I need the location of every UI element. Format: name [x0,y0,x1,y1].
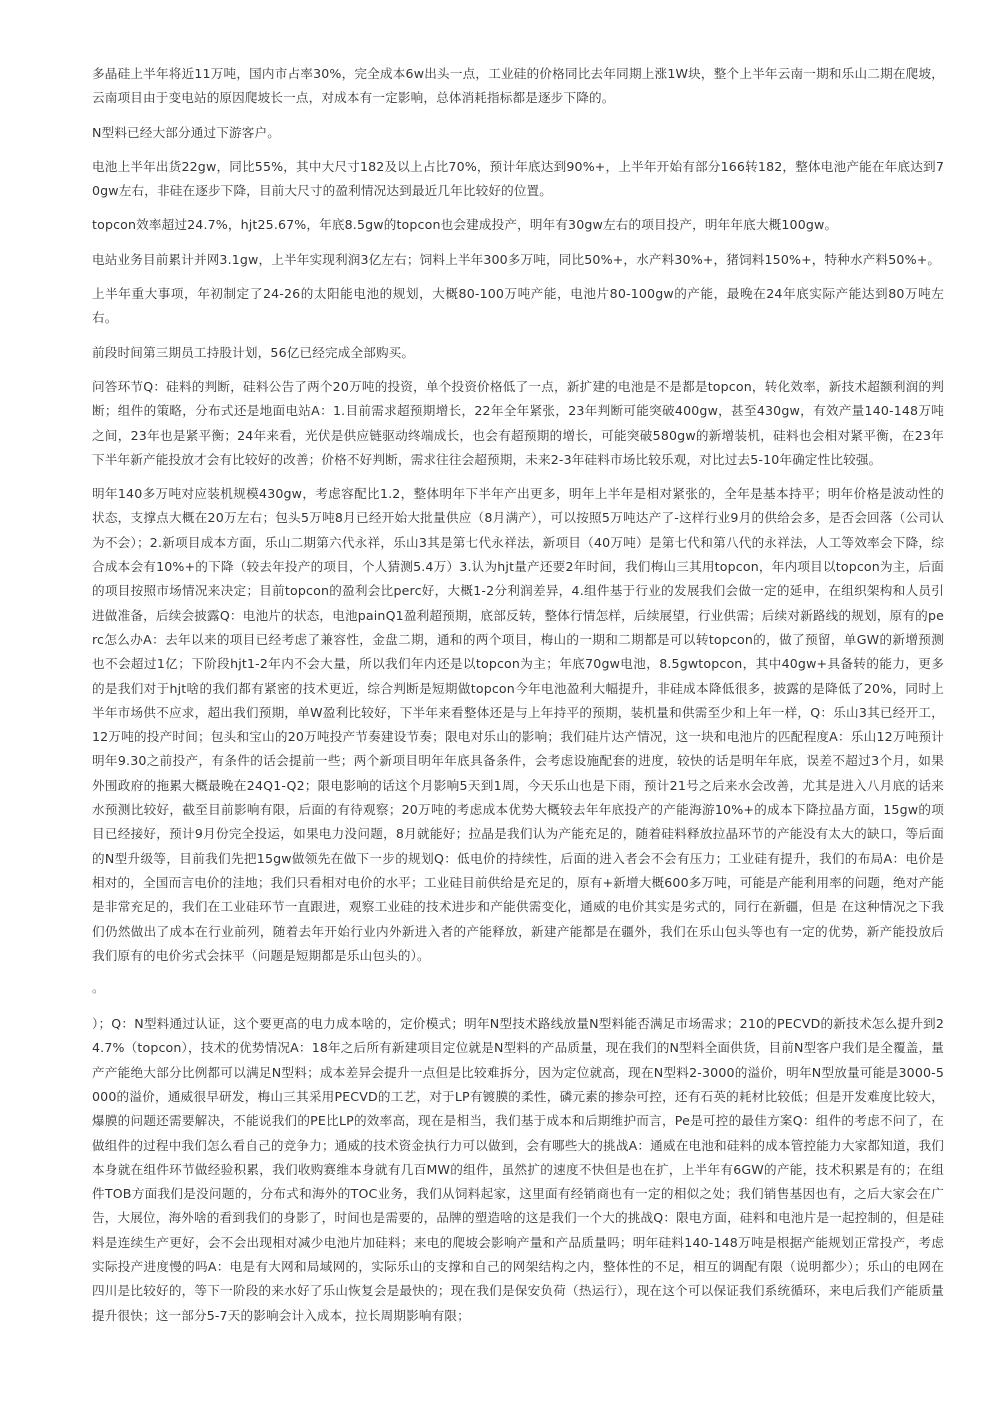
document-page [92,62,944,1338]
paragraph-qa-silicon-judgment: 问答环节Q：硅料的判断，硅料公告了两个20万吨的投资，单个投资价格低了一点，新扩建的电池是不是都是topcon，转化效率，新技术超额利润的判断；组件的策略，分布式还是地面电站A：1.目前需求超预期增长，22年全年紧张，23年判断可能突破400gw，甚至430gw，有效产量140-148万吨之间，23年也是紧平衡；24年来看，光伏是供应链驱动终端成长，也会有超预期的增长，可能突破580gw的新增装机，硅料也会相对紧平衡，在23年下半年新产能投放才会有比较好的改善；价格不好判断，需求往往会超预期，未来2-3年硅料市场比较乐观，对比过去5-10年确定性比较强。 [92,378,944,467]
paragraph-qa-next-year-capacity: 明年140多万吨对应装机规模430gw，考虑容配比1.2，整体明年下半年产出更多，明年上半年是相对紧张的，全年是基本持平；明年价格是波动性的状态，支撑点大概在20万左右；包头5万吨8月已经开始大批量供应（8月满产），可以按照5万吨达产了-这样行业9月的供给会多，是否会回落（公司认为不会）；2.新项目成本方面，乐山二期第六代永祥，乐山3其是第七代永祥法，新项目（40万吨）是第七代和第八代的永祥法，人工等效率会下降，综合成本会有10%+的下降（较去年投产的项目，个人猜测5.4万）3.认为hjt量产还要2年时间，我们梅山三其用topcon，年内项目以topcon为主，后面的项目按照市场情况来决定；目前topcon的盈利会比perc好，大概1-2分利润差异，4.组件基于行业的发展我们会做一定的延申，在组织架构和人员引进做准备，后续会披露Q：电池片的状态，电池painQ1盈利超预期，底部反转，整体行情怎样，后续展望，行业供需；后续对新路线的规划，原有的perc怎么办A：去年以来的项目已经考虑了兼容性，金盘二期，通和的两个项目，梅山的一期和二期都是可以转topcon的，做了预留，单GW的新增预测也不会超过1亿；下阶段hjt1-2年内不会大量，所以我们年内还是以topcon为主；年底70gw电池，8.5gwtopcon，其中40gw+具备转的能力，更多的是我们对于hjt啥的我们都有紧密的技术更近，综合判断是短期做topcon今年电池盈利大幅提升，非硅成本降低很多，披露的是降低了20%，同时上半年市场供不应求，超出我们预期，单W盈利比较好，下半年来看整体还是与上年持平的预期，装机量和供需至少和上年一样，Q：乐山3其已经开工，12万吨的投产时间；包头和宝山的20万吨投产节奏建设节奏；限电对乐山的影响；我们硅片达产情况，这一块和电池片的匹配程度A：乐山12万吨预计明年9.30之前投产，有条件的话会提前一些；两个新项目明年年底具备条件，会考虑设施配套的进度，较快的话是明年年底，误差不超过3个月，如果外围政府的拖累大概最晚在24Q1-Q2；限电影响的话这个月影响5天到1周，今天乐山也是下雨，预计21号之后来水会改善，尤其是进入八月底的话来水预测比较好，截至目前影响有限，后面的有待观察；20万吨的考虑成本优势大概较去年年底投产的产能海游10%+的成本下降拉晶方面，15gw的项目已经接好，预计9月份完全投运，如果电力没问题，8月就能好；拉晶是我们认为产能充足的，随着硅料释放拉晶环节的产能没有太大的缺口，等后面的N型升级等，目前我们先把15gw做领先在做下一步的规划Q：低电价的持续性，后面的进入者会不会有压力；工业硅有提升，我们的布局A：电价是相对的，全国而言电价的洼地；我们只看相对电价的水平；工业硅目前供给是充足的，原有+新增大概600多万吨，可能是产能利用率的问题，绝对产能是非常充足的，我们在工业硅环节一直跟进，观察工业硅的技术进步和产能供需变化，通威的电价其实是劣式的，同行在新疆，但是 在这种情况之下我们仍然做出了成本在行业前列，随着去年开始行业内外新进入者的产能释放，新建产能都是在疆外，我们在乐山包头等也有一定的优势，新产能投放后我们原有的电价劣式会抹平（问题是短期都是乐山包头的）。 [92,486,944,963]
paragraph-n-type-material: N型料已经大部分通过下游客户。 [92,124,280,140]
paragraph-major-events: 上半年重大事项，年初制定了24-26的太阳能电池的规划，大概80-100万吨产能，电池片80-100gw的产能，最晚在24年底实际产能达到80万吨左右。 [92,286,944,326]
paragraph-separator-dot: 。 [92,980,105,996]
paragraph-cell-shipments: 电池上半年出货22gw，同比55%，其中大尺寸182及以上占比70%，预计年底达到90%+，上半年开始有部分166转182，整体电池产能在年底达到70gw左右，非硅在逐步下降，目前大尺寸的盈利情况达到最近几年比较好的位置。 [92,158,944,199]
paragraph-power-station-feed: 电站业务目前累计并网3.1gw，上半年实现利润3亿左右；饲料上半年300多万吨，同比50%+，水产料30%+，猪饲料150%+，特种水产料50%+。 [92,251,941,267]
paragraph-polysilicon-output: 多晶硅上半年将近11万吨，国内市占率30%，完全成本6w出头一点，工业硅的价格同比去年同期上涨1W块，整个上半年云南一期和乐山二期在爬坡，云南项目由于变电站的原因爬坡长一点，对成本有一定影响，总体消耗指标都是逐步下降的。 [92,66,944,106]
paragraph-topcon-efficiency: topcon效率超过24.7%，hjt25.67%，年底8.5gw的topcon也会建成投产，明年有30gw左右的项目投产，明年年底大概100gw。 [92,217,838,233]
paragraph-qa-n-type-certification: ）；Q：N型料通过认证，这个要更高的电力成本啥的，定价模式；明年N型技术路线放量N型料能否满足市场需求；210的PECVD的新技术怎么提升到24.7%（topcon），技术的优势情况A：18年之后所有新建项目定位就是N型料的产品质量，现在我们的N型料全面供货，目前N型客户我们是全覆盖，量产产能绝大部分比例都可以满足N型料；成本差异会提升一点但是比较难拆分，因为定位就高，现在N型料2-3000的溢价，明年N型放量可能是3000-5000的溢价，通威很早研发，梅山三其采用PECVD的工艺，对于LP有镀膜的柔性，磷元素的掺杂可控，还有石英的耗材比较低；但是开发难度比较大，爆膜的问题还需要解决，不能说我们的PE比LP的效率高，现在是相当，我们基于成本和后期维护而言，Pe是可控的最佳方案Q：组件的考虑不问了，在做组件的过程中我们怎么看自己的竞争力；通威的技术资金执行力可以做到，会有哪些大的挑战A：通威在电池和硅料的成本管控能力大家都知道，我们本身就在组件环节做经验积累，我们收购赛维本身就有几百MW的组件，虽然扩的速度不快但是也在扩，上半年有6GW的产能，技术积累是有的；在组件TOB方面我们是没问题的，分布式和海外的TOC业务，我们从饲料起家，这里面有经销商也有一定的相似之处；我们销售基因也有，之后大家会在广告，大展位，海外啥的看到我们的身影了，时间也是需要的，品牌的塑造啥的这是我们一个大的挑战Q：限电方面，硅料和电池片是一起控制的，但是硅料是连续生产更好，会不会出现相对减少电池片加硅料；来电的爬坡会影响产量和产品质量吗；明年硅料140-148万吨是根据产能规划正常投产，考虑实际投产进度慢的吗A：电是有大网和局域网的，实际乐山的支撑和自己的网架结构之内，整体性的不足，相互的调配有限（说明都少）；乐山的电网在四川是比较好的，等下一阶段的来水好了乐山恢复会是最快的；现在我们是保安负荷（热运行），现在这个可以保证我们系统循环，来电后我们产能质量提升很快；这一部分5-7天的影响会计入成本，拉长周期影响有限； [92,1016,944,1323]
paragraph-employee-stock-plan: 前段时间第三期员工持股计划，56亿已经完成全部购买。 [92,344,415,360]
